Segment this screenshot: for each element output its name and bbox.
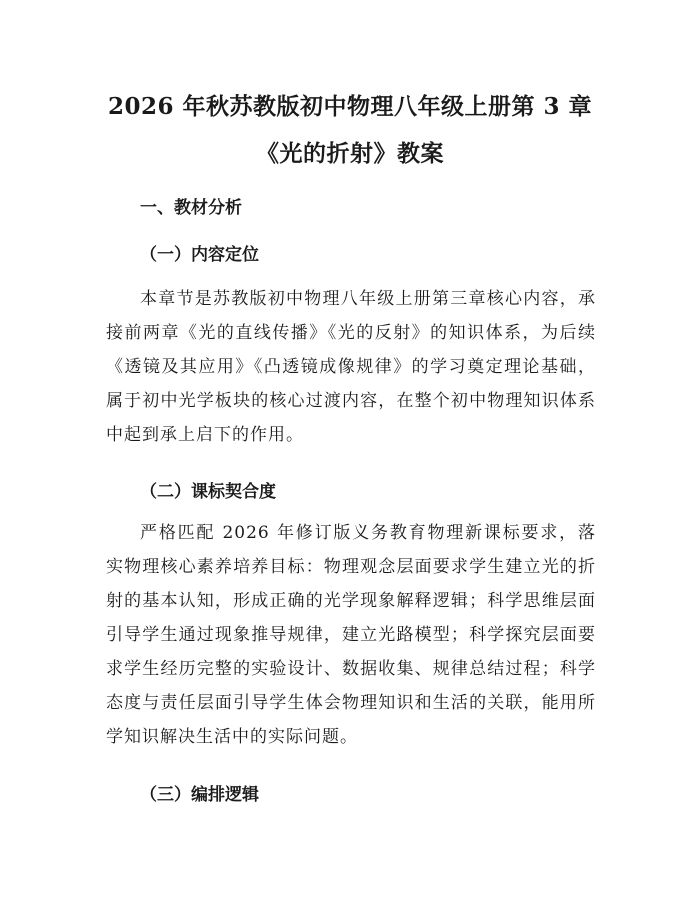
subsection-heading-content-positioning: （一）内容定位 <box>140 245 259 265</box>
paragraph-content-positioning: 本章节是苏教版初中物理八年级上册第三章核心内容，承接前两章《光的直线传播》《光的反射》的知识体系，为后续《透镜及其应用》《凸透镜成像规律》的学习奠定理论基础，属于初中光学板块的核心过渡内容，在整个初中物理知识体系中起到承上启下的作用。 <box>106 289 596 445</box>
paragraph-curriculum-alignment: 严格匹配 2026 年修订版义务教育物理新课标要求，落实物理核心素养培养目标：物理观念层面要求学生建立光的折射的基本认知，形成正确的光学现象解释逻辑；科学思维层面引导学生通过现象推导规律，建立光路模型；科学探究层面要求学生经历完整的实验设计、数据收集、规律总结过程；科学态度与责任层面引导学生体会物理知识和生活的关联，能用所学知识解决生活中的实际问题。 <box>106 523 596 747</box>
section-heading-textbook-analysis: 一、教材分析 <box>140 198 242 218</box>
document-title-line-2: 《光的折射》教案 <box>256 140 444 167</box>
subsection-heading-curriculum-alignment: （二）课标契合度 <box>140 482 276 502</box>
subsection-heading-arrangement-logic: （三）编排逻辑 <box>140 785 259 805</box>
document-title-line-1: 2026 年秋苏教版初中物理八年级上册第 3 章 <box>107 93 593 120</box>
